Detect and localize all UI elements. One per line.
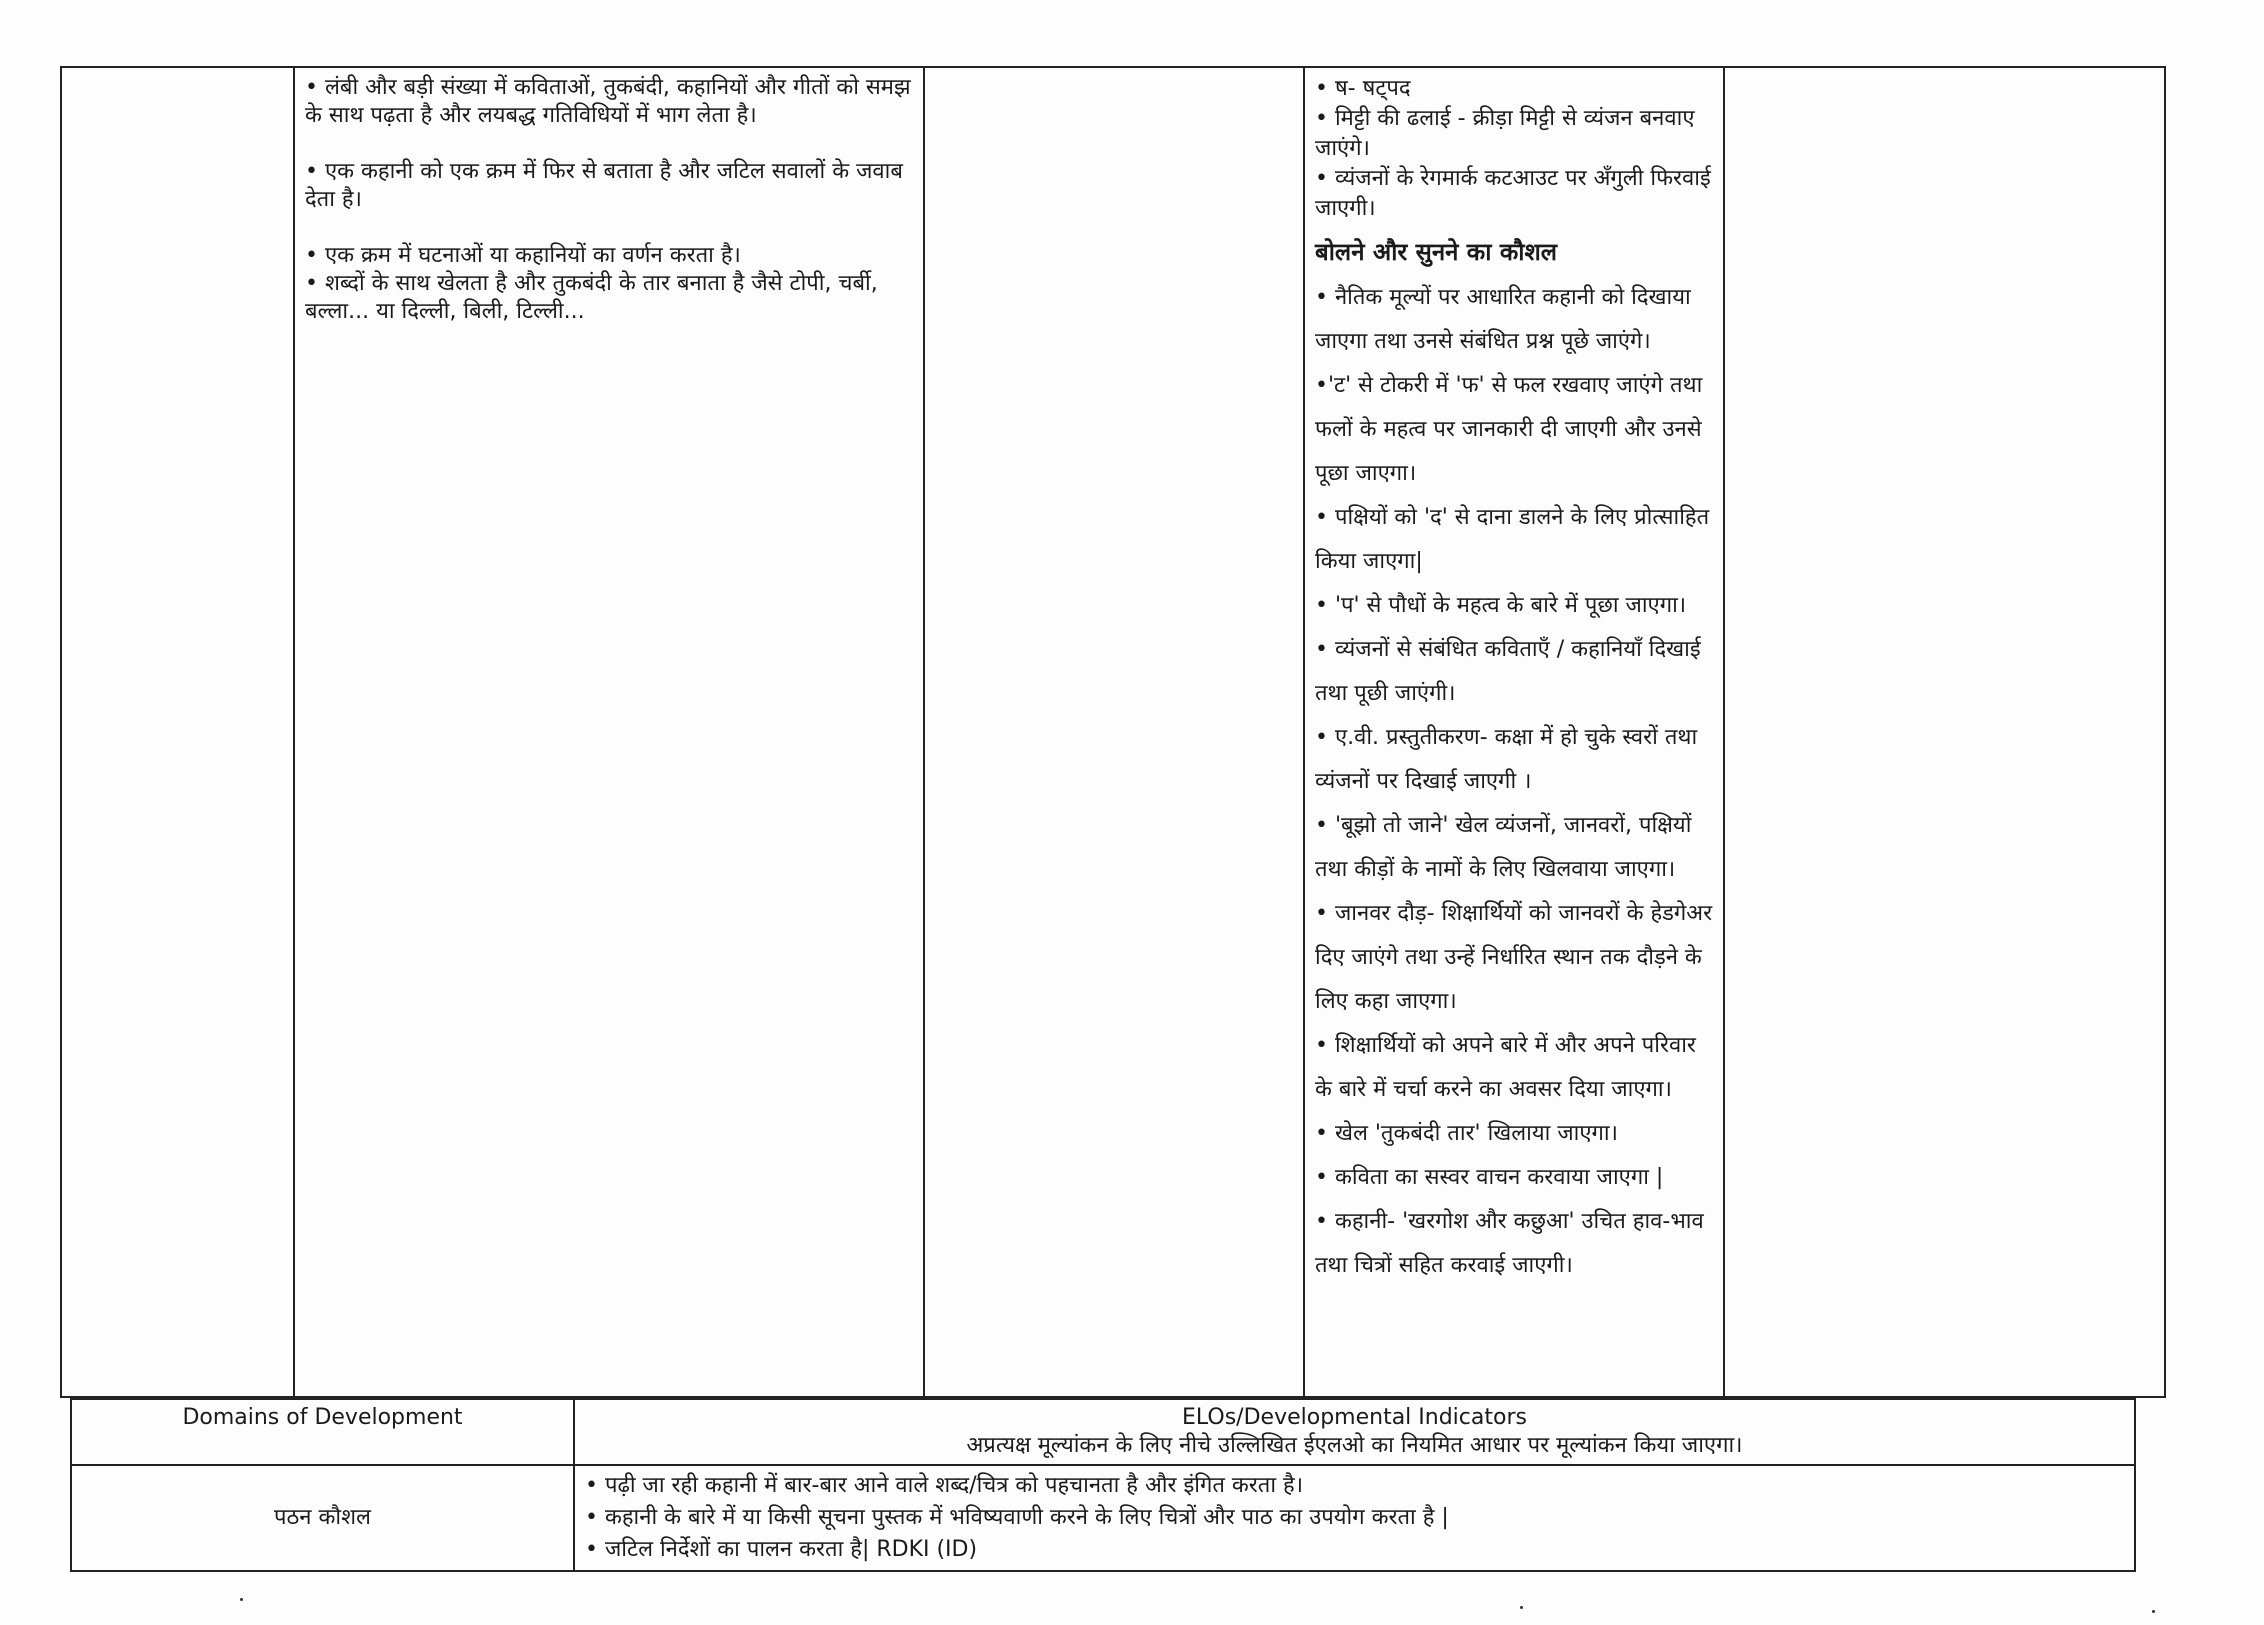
activity-item: • व्यंजनों से संबंधित कविताएँ / कहानियाँ दिखाई तथा पूछी जाएंगी।	[1315, 637, 1701, 706]
activity-item: •'ट' से टोकरी में 'फ' से फल रखवाए जाएंगे तथा फलों के महत्व पर जानकारी दी जाएगी और उनसे पूछा जाएगा।	[1315, 373, 1703, 486]
activity-item: • नैतिक मूल्यों पर आधारित कहानी को दिखाया जाएगा तथा उनसे संबंधित प्रश्न पूछे जाएंगे।	[1315, 285, 1691, 354]
scan-speck	[1520, 1606, 1523, 1609]
scan-speck	[240, 1598, 243, 1601]
elo-item: • एक कहानी को एक क्रम में फिर से बताता है और जटिल सवालों के जवाब देता है।	[305, 159, 903, 212]
elo-item: • एक क्रम में घटनाओं या कहानियों का वर्णन करता है।	[305, 243, 741, 268]
scan-speck	[2152, 1610, 2155, 1613]
activities-cell	[1304, 67, 1724, 1397]
empty-cell-5	[1724, 67, 2165, 1397]
header-row	[71, 1399, 2135, 1465]
elo-cell	[294, 67, 924, 1397]
activity-item: • ए.वी. प्रस्तुतीकरण- कक्षा में हो चुके स्वरों तथा व्यंजनों पर दिखाई जाएगी ।	[1315, 725, 1698, 794]
domain-name: पठन कौशल	[71, 1465, 574, 1571]
elo-item: • लंबी और बड़ी संख्या में कविताओं, तुकबंदी, कहानियों और गीतों को समझ के साथ पढ़ता है और लयबद्ध गतिविधियों में भाग लेता है।	[305, 75, 911, 128]
elos-subheader: अप्रत्यक्ष मूल्यांकन के लिए नीचे उल्लिखित ईएलओ का नियमित आधार पर मूल्यांकन किया जाएगा।	[966, 1433, 1743, 1458]
activity-item: • 'बूझो तो जाने' खेल व्यंजनों, जानवरों, पक्षियों तथा कीड़ों के नामों के लिए खिलवाया जाएगा।	[1315, 813, 1692, 882]
activity-item: • व्यंजनों के रेगमार्क कटआउट पर अँगुली फिरवाई जाएगी।	[1315, 166, 1711, 221]
elo-list-cell	[574, 1465, 2135, 1571]
section-heading: बोलने और सुनने का कौशल	[1315, 238, 1558, 266]
elo-item: • जटिल निर्देशों का पालन करता है| RDKI (ID)	[585, 1537, 978, 1562]
activity-item: • जानवर दौड़- शिक्षार्थियों को जानवरों के हेडगेअर दिए जाएंगे तथा उन्हें निर्धारित स्थान तक दौड़ने के लिए कहा जाएगा।	[1315, 901, 1713, 1014]
activity-item: • पक्षियों को 'द' से दाना डालने के लिए प्रोत्साहित किया जाएगा|	[1315, 505, 1710, 574]
empty-cell-1	[61, 67, 294, 1397]
domains-header: Domains of Development	[71, 1399, 574, 1465]
elos-header-cell	[574, 1399, 2135, 1465]
table-row	[61, 67, 2165, 1397]
elo-item: • कहानी के बारे में या किसी सूचना पुस्तक में भविष्यवाणी करने के लिए चित्रों और पाठ का उपयोग करता है |	[585, 1505, 1449, 1530]
activity-item: • ष- षट्पद	[1315, 76, 1411, 101]
activity-item: • कविता का सस्वर वाचन करवाया जाएगा |	[1315, 1165, 1664, 1190]
elo-item: • शब्दों के साथ खेलता है और तुकबंदी के तार बनाता है जैसे टोपी, चर्बी, बल्ला... या दिल्ली, बिली, टिल्ली...	[305, 271, 878, 324]
elo-item: • पढ़ी जा रही कहानी में बार-बार आने वाले शब्द/चित्र को पहचानता है और इंगित करता है।	[585, 1473, 1304, 1498]
activity-item: • शिक्षार्थियों को अपने बारे में और अपने परिवार के बारे में चर्चा करने का अवसर दिया जाएगा।	[1315, 1033, 1696, 1102]
activity-item: • 'प' से पौधों के महत्व के बारे में पूछा जाएगा।	[1315, 593, 1687, 618]
activity-item: • कहानी- 'खरगोश और कछुआ' उचित हाव-भाव तथा चित्रों सहित करवाई जाएगी।	[1315, 1209, 1704, 1278]
activity-item: • मिट्टी की ढलाई - क्रीड़ा मिट्टी से व्यंजन बनवाए जाएंगे।	[1315, 106, 1695, 161]
elo-summary-table	[70, 1398, 2136, 1572]
elos-header: ELOs/Developmental Indicators	[1182, 1405, 1527, 1430]
empty-cell-3	[924, 67, 1304, 1397]
curriculum-table	[60, 66, 2166, 1398]
table-row	[71, 1465, 2135, 1571]
activity-item: • खेल 'तुकबंदी तार' खिलाया जाएगा।	[1315, 1121, 1618, 1146]
